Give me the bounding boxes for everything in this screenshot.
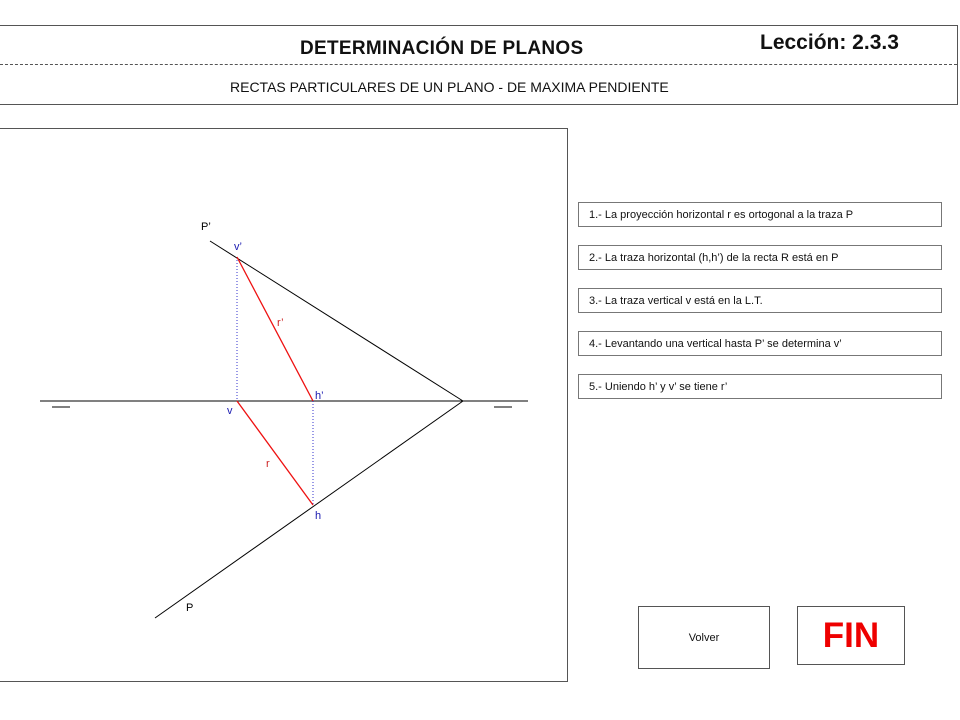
label-p: P	[186, 602, 194, 614]
geometry-diagram	[0, 129, 568, 683]
label-v-prime: v’	[234, 241, 242, 253]
trace-p	[155, 401, 463, 618]
label-p-prime: P’	[201, 221, 211, 233]
lesson-number: Lección: 2.3.3	[760, 31, 899, 54]
label-r: r	[266, 458, 270, 470]
step-4: 4.- Levantando una vertical hasta P’ se determina v’	[578, 331, 942, 356]
label-v: v	[227, 405, 233, 417]
step-2: 2.- La traza horizontal (h,h’) de la recta R está en P	[578, 245, 942, 270]
page-title: DETERMINACIÓN DE PLANOS	[300, 38, 584, 59]
fin-button[interactable]: FIN	[797, 606, 905, 665]
diagram-board	[0, 128, 568, 682]
step-5: 5.- Uniendo h’ y v’ se tiene r’	[578, 374, 942, 399]
header-divider	[0, 64, 957, 65]
label-h-prime: h’	[315, 390, 324, 402]
trace-p-prime	[210, 241, 463, 401]
label-r-prime: r’	[277, 317, 284, 329]
step-1: 1.- La proyección horizontal r es ortogonal a la traza P	[578, 202, 942, 227]
page-subtitle: RECTAS PARTICULARES DE UN PLANO - DE MAXIMA PENDIENTE	[230, 79, 669, 95]
projection-r-prime	[237, 257, 313, 401]
projection-r	[237, 401, 313, 505]
label-h: h	[315, 510, 322, 522]
step-3: 3.- La traza vertical v está en la L.T.	[578, 288, 942, 313]
volver-button[interactable]: Volver	[638, 606, 770, 669]
header	[0, 25, 958, 105]
